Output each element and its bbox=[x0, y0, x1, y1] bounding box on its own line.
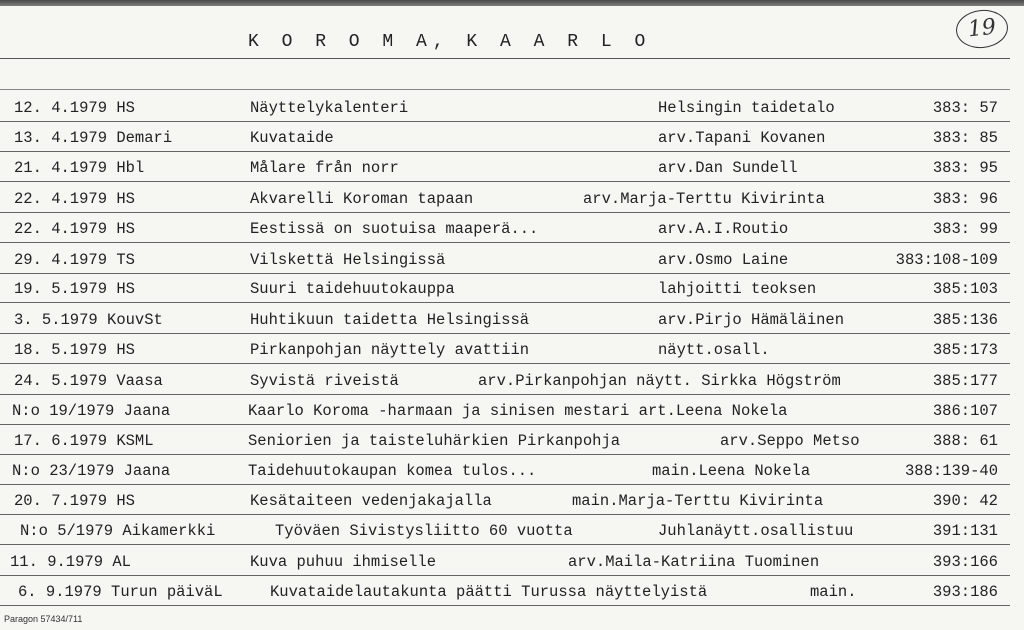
entry-reference: 393:186 bbox=[932, 583, 998, 601]
entry-row bbox=[0, 516, 1010, 546]
entry-author: main. bbox=[810, 583, 857, 601]
entry-reference: 383: 85 bbox=[932, 129, 998, 147]
entry-author: näytt.osall. bbox=[658, 341, 770, 359]
entry-reference: 383: 99 bbox=[932, 220, 998, 238]
entry-author: main.Leena Nokela bbox=[652, 462, 811, 480]
artist-name: K O R O M A, K A A R L O bbox=[248, 32, 652, 52]
entry-date-source: N:o 19/1979 Jaana bbox=[12, 402, 171, 420]
row-rule bbox=[0, 544, 1010, 545]
entry-title: Eestissä on suotuisa maaperä... bbox=[250, 220, 539, 238]
entry-reference: 385:177 bbox=[932, 372, 998, 390]
row-rule bbox=[0, 363, 1010, 364]
row-rule bbox=[0, 181, 1010, 182]
entry-title: Målare från norr bbox=[250, 159, 399, 177]
card-top-edge bbox=[0, 0, 1024, 6]
entry-author: Helsingin taidetalo bbox=[658, 99, 835, 117]
row-rule bbox=[0, 302, 1010, 303]
entry-date-source: 19. 5.1979 HS bbox=[14, 280, 135, 298]
entry-reference: 388: 61 bbox=[932, 432, 998, 450]
entry-row bbox=[0, 214, 1010, 244]
entry-author: main.Marja-Terttu Kivirinta bbox=[572, 492, 824, 510]
entry-title: Kuva puhuu ihmiselle bbox=[250, 553, 437, 571]
entry-title: Työväen Sivistysliitto 60 vuotta bbox=[275, 522, 573, 540]
entry-title: Taidehuutokaupan komea tulos... bbox=[248, 462, 537, 480]
entry-date-source: 12. 4.1979 HS bbox=[14, 99, 135, 117]
entry-reference: 391:131 bbox=[932, 522, 998, 540]
entry-author: arv.Osmo Laine bbox=[658, 251, 789, 269]
entry-title: Kuvataide bbox=[250, 129, 334, 147]
entry-reference: 390: 42 bbox=[932, 492, 998, 510]
header-rule-2 bbox=[0, 89, 1010, 90]
entry-title: Seniorien ja taisteluhärkien Pirkanpohja bbox=[248, 432, 621, 450]
entry-reference: 388:139-40 bbox=[904, 462, 998, 480]
entry-row bbox=[0, 123, 1010, 153]
entry-date-source: 22. 4.1979 HS bbox=[14, 190, 135, 208]
entry-date-source: 22. 4.1979 HS bbox=[14, 220, 135, 238]
entry-title: Akvarelli Koroman tapaan bbox=[250, 190, 474, 208]
entry-title: Kaarlo Koroma -harmaan ja sinisen mestari art.Leena Nokela bbox=[248, 402, 788, 420]
entry-author: arv.Tapani Kovanen bbox=[658, 129, 826, 147]
row-rule bbox=[0, 151, 1010, 152]
entry-row bbox=[0, 577, 1010, 607]
entry-reference: 386:107 bbox=[932, 402, 998, 420]
entry-author: arv.Pirkanpohjan näytt. Sirkka Högström bbox=[478, 372, 841, 390]
entry-date-source: 3. 5.1979 KouvSt bbox=[14, 311, 163, 329]
entry-date-source: 11. 9.1979 AL bbox=[10, 553, 131, 571]
entry-author: arv.Marja-Terttu Kivirinta bbox=[583, 190, 825, 208]
entry-row bbox=[0, 153, 1010, 183]
entry-reference: 385:136 bbox=[932, 311, 998, 329]
entry-date-source: 17. 6.1979 KSML bbox=[14, 432, 154, 450]
entry-author: arv.Pirjo Hämäläinen bbox=[658, 311, 845, 329]
entry-row bbox=[0, 93, 1010, 123]
row-rule bbox=[0, 514, 1010, 515]
row-rule bbox=[0, 333, 1010, 334]
entry-row bbox=[0, 426, 1010, 456]
entry-row bbox=[0, 335, 1010, 365]
entry-author: arv.Seppo Metso bbox=[720, 432, 860, 450]
entry-reference: 385:173 bbox=[932, 341, 998, 359]
entry-row bbox=[0, 547, 1010, 577]
entry-date-source: 20. 7.1979 HS bbox=[14, 492, 135, 510]
row-rule bbox=[0, 121, 1010, 122]
entry-row bbox=[0, 184, 1010, 214]
entry-author: arv.A.I.Routio bbox=[658, 220, 789, 238]
row-rule bbox=[0, 605, 1010, 606]
entry-row bbox=[0, 486, 1010, 516]
entry-date-source: 24. 5.1979 Vaasa bbox=[14, 372, 163, 390]
entry-row bbox=[0, 456, 1010, 486]
entry-date-source: N:o 23/1979 Jaana bbox=[12, 462, 171, 480]
entry-title: Kesätaiteen vedenjakajalla bbox=[250, 492, 492, 510]
entry-reference: 383: 57 bbox=[932, 99, 998, 117]
entry-title: Suuri taidehuutokauppa bbox=[250, 280, 455, 298]
entry-row bbox=[0, 274, 1010, 304]
row-rule bbox=[0, 212, 1010, 213]
entry-date-source: N:o 5/1979 Aikamerkki bbox=[20, 522, 216, 540]
entry-reference: 383: 96 bbox=[932, 190, 998, 208]
entry-date-source: 13. 4.1979 Demari bbox=[14, 129, 173, 147]
entry-date-source: 18. 5.1979 HS bbox=[14, 341, 135, 359]
entry-author: Juhlanäytt.osallistuu bbox=[658, 522, 854, 540]
entry-title: Näyttelykalenteri bbox=[250, 99, 409, 117]
header-rule bbox=[0, 58, 1010, 59]
entry-reference: 383: 95 bbox=[932, 159, 998, 177]
row-rule bbox=[0, 242, 1010, 243]
row-rule bbox=[0, 424, 1010, 425]
card-number-circle: 19 bbox=[954, 7, 1010, 50]
entry-date-source: 6. 9.1979 Turun päiväL bbox=[18, 583, 223, 601]
entry-title: Vilskettä Helsingissä bbox=[250, 251, 446, 269]
entry-reference: 393:166 bbox=[932, 553, 998, 571]
entry-title: Syvistä riveistä bbox=[250, 372, 399, 390]
entry-row bbox=[0, 396, 1010, 426]
row-rule bbox=[0, 484, 1010, 485]
entry-reference: 383:108-109 bbox=[895, 251, 998, 269]
row-rule bbox=[0, 454, 1010, 455]
entry-title: Pirkanpohjan näyttely avattiin bbox=[250, 341, 530, 359]
entry-title: Huhtikuun taidetta Helsingissä bbox=[250, 311, 530, 329]
row-rule bbox=[0, 575, 1010, 576]
entry-reference: 385:103 bbox=[932, 280, 998, 298]
entry-date-source: 29. 4.1979 TS bbox=[14, 251, 135, 269]
entry-row bbox=[0, 305, 1010, 335]
entry-row bbox=[0, 366, 1010, 396]
entry-title: Kuvataidelautakunta päätti Turussa näyttelyistä bbox=[270, 583, 708, 601]
entry-author: arv.Dan Sundell bbox=[658, 159, 798, 177]
entry-row bbox=[0, 245, 1010, 275]
entry-date-source: 21. 4.1979 Hbl bbox=[14, 159, 145, 177]
print-mark: Paragon 57434/711 bbox=[4, 614, 83, 624]
row-rule bbox=[0, 394, 1010, 395]
entry-author: lahjoitti teoksen bbox=[658, 280, 817, 298]
entry-author: arv.Maila-Katriina Tuominen bbox=[568, 553, 820, 571]
